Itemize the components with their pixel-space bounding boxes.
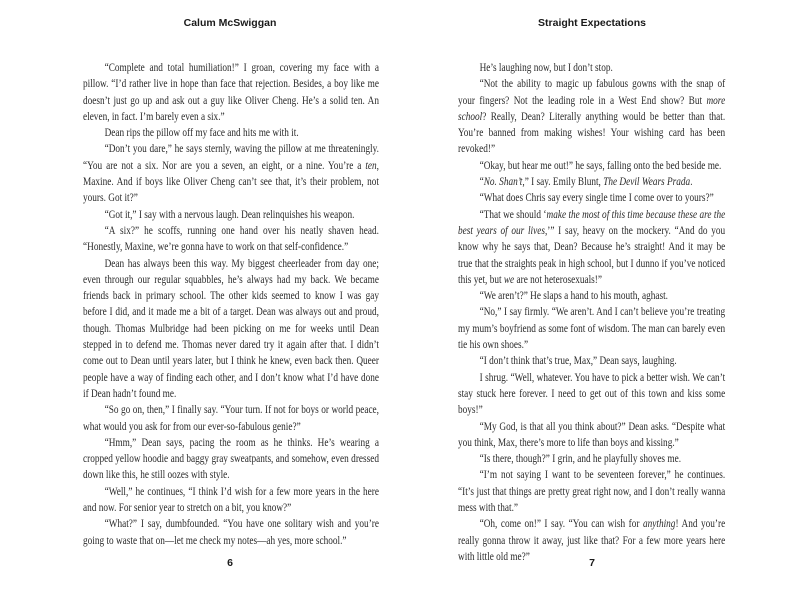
right-page — [400, 0, 800, 600]
text-run: “Hmm,” Dean says, pacing the room as he thinks. He’s wearing a cropped yellow hoodie and baggy gray sweatpants, and somehow, even dressed down like this, he still oozes with style. — [83, 435, 379, 482]
text-run: “Got it,” I say with a nervous laugh. Dean relinquishes his weapon. — [104, 207, 355, 221]
italic-text: No. Shan’t — [483, 175, 523, 189]
text-run: “Don’t you dare,” he says sternly, waving the pillow at me threateningly. “You are not a six. Nor are you a seven, an eight, or a nine. You’re a — [83, 142, 379, 172]
paragraph — [458, 76, 725, 157]
text-run: “So go on, then,” I finally say. “Your turn. If not for boys or world peace, what would you ask for from our ever-so-fabulous genie?” — [83, 403, 379, 433]
italic-text: ten — [365, 158, 377, 172]
paragraph — [83, 256, 379, 403]
italic-text: make the most of this time because these are the best years of our lives — [458, 207, 726, 237]
text-run: “We aren’t?” He slaps a hand to his mouth, aghast. — [479, 289, 668, 303]
text-run: , Maxine. And if boys like Oliver Cheng can’t see that, it’s their problem, not yours. Got it?” — [83, 158, 379, 205]
paragraph — [83, 60, 379, 125]
text-run: “I don’t think that’s true, Max,” Dean says, laughing. — [479, 354, 677, 368]
text-run: He’s laughing now, but I don’t stop. — [479, 61, 613, 74]
text-run: Dean rips the pillow off my face and hits me with it. — [104, 126, 299, 140]
text-run: “What does Chris say every single time I come over to yours?” — [479, 191, 714, 205]
text-run: ,’” I say, heavy on the mockery. “And do you know why he says that, Dean? Because he’s straight! And it may be true that the straights peak in high school, but I dunno if you’ve noticed this yet, but — [458, 223, 726, 286]
running-header-title: Straight Expectations — [538, 17, 646, 29]
text-run: ! And you’re really gonna throw it away, just like that? For a few more years here with little old me?” — [458, 517, 726, 563]
text-run: ,” I say. Emily Blunt, — [522, 175, 604, 189]
paragraph — [458, 353, 725, 369]
italic-text: we — [503, 272, 515, 286]
paragraph — [83, 207, 379, 223]
page-number: 7 — [589, 557, 595, 569]
text-run: “That we should ‘ — [479, 207, 547, 221]
text-run: “Okay, but hear me out!” he says, falling onto the bed beside me. — [479, 158, 722, 172]
text-run: “Oh, come on!” I say. “You can wish for — [479, 517, 643, 531]
text-run: ? Really, Dean? Literally anything would be better than that. You’re banned from making wishes! Your wishing card has been revoked!” — [458, 109, 726, 156]
paragraph — [458, 419, 725, 452]
text-run: “No,” I say firmly. “We aren’t. And I can’t believe you’re treating my mum’s boyfriend as some font of wisdom. The man can barely even tie his own shoes.” — [458, 305, 726, 352]
paragraph — [458, 207, 725, 288]
text-run: “ — [479, 175, 484, 189]
paragraph — [458, 451, 725, 467]
text-run: Dean has always been this way. My biggest cheerleader from day one; even through our regular squabbles, he’s always had my back. We became friends back in primary school. The other kids seemed to know I was gay before I did, and it made me a bit of a target. Dean was always out and proud, though. Thomas Mulbridge had been picking on me for weeks until Dean stepped in to defend me. Thomas never dared try it again after that. I didn’t come out to Dean until years later, but I think he knew, even back then. Queer people have a way of finding each other, and I don’t know what I’d have done if Dean hadn’t found me. — [83, 256, 379, 400]
paragraph — [458, 158, 725, 174]
paragraph — [83, 484, 379, 517]
paragraph — [83, 141, 379, 206]
text-run: are not heterosexuals!” — [514, 272, 602, 286]
page-number: 6 — [227, 557, 233, 569]
paragraph — [83, 516, 379, 549]
paragraph — [458, 370, 725, 419]
paragraph — [458, 467, 725, 516]
paragraph — [83, 223, 379, 256]
text-run: . — [690, 175, 693, 189]
italic-text: anything — [642, 517, 676, 531]
paragraph — [83, 435, 379, 484]
paragraph — [83, 125, 379, 141]
text-run: “A six?” he scoffs, running one hand over his neatly shaven head. “Honestly, Maxine, we’re gonna have to work on that self-confidence.” — [83, 223, 379, 254]
text-run: I shrug. “Well, whatever. You have to pick a better wish. We can’t stay stuck here forever. I need to get out of this town and kiss some boys!” — [458, 370, 726, 417]
text-run: “Not the ability to magic up fabulous gowns with the snap of your fingers? Not the leading role in a West End show? But — [458, 77, 726, 107]
text-run: “I’m not saying I want to be seventeen forever,” he continues. “It’s just that things are pretty great right now, and I don’t really wanna mess with that.” — [458, 468, 726, 515]
text-run: “What?” I say, dumbfounded. “You have one solitary wish and you’re going to waste that on—let me check my notes—ah yes, more school.” — [83, 517, 379, 547]
running-header-author: Calum McSwiggan — [183, 17, 277, 29]
italic-text: The Devil Wears Prada — [603, 175, 691, 189]
paragraph — [83, 402, 379, 435]
italic-text: more school — [458, 93, 726, 123]
paragraph — [458, 60, 725, 76]
text-run: “My God, is that all you think about?” Dean asks. “Despite what you think, Max, there’s more to life than boys and kissing.” — [458, 419, 726, 449]
paragraph — [458, 174, 725, 190]
text-run: “Well,” he continues, “I think I’d wish for a few more years in the here and now. For senior year to stretch on a bit, you know?” — [83, 484, 379, 515]
text-run: “Complete and total humiliation!” I groan, covering my face with a pillow. “I’d rather live in hope than face that rejection. Besides, a boy like me doesn’t just go up and ask out a guy like Oliver Cheng. He’s a solid ten. An eleven, in fact. I’m barely even a six.” — [83, 61, 379, 123]
body-text — [458, 60, 725, 565]
paragraph — [458, 190, 725, 206]
paragraph — [458, 304, 725, 353]
text-run: “Is there, though?” I grin, and he playfully shoves me. — [479, 452, 682, 466]
paragraph — [458, 288, 725, 304]
body-text — [83, 60, 379, 549]
